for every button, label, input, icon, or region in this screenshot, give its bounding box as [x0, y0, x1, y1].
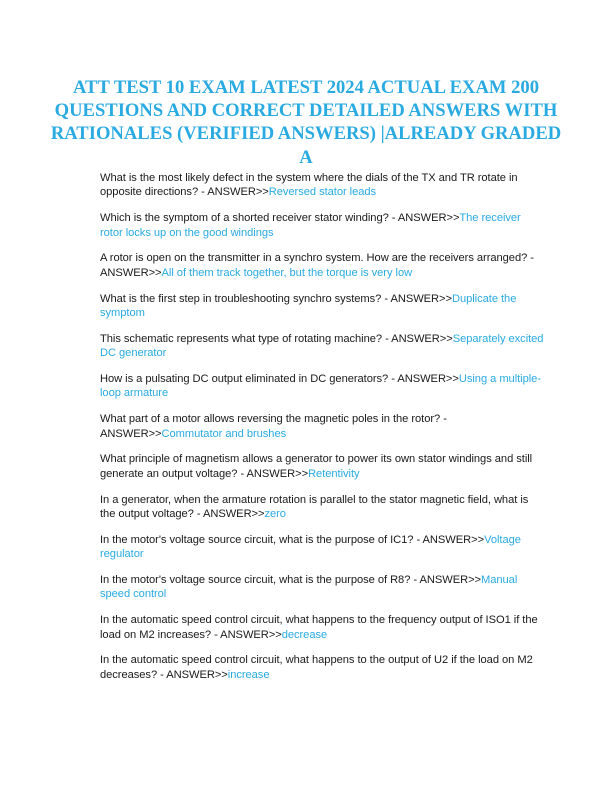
answer-text: Retentivity — [308, 467, 360, 480]
question-text: What principle of magnetism allows a generator to power its own stator windings and still generate an output voltage? — [100, 453, 533, 480]
qa-item-1 — [100, 171, 546, 200]
answer-text: decrease — [281, 628, 328, 641]
question-text: Which is the symptom of a shorted receiver stator winding? — [100, 212, 389, 225]
question-text: In the motor's voltage source circuit, what is the purpose of R8? — [100, 574, 411, 587]
answer-text: Reversed stator leads — [268, 186, 377, 199]
qa-item-8 — [100, 452, 546, 481]
question-text: What is the most likely defect in the system where the dials of the TX and TR rotate in opposite directions? — [100, 172, 518, 199]
qa-item-7 — [100, 412, 546, 441]
qa-item-10 — [100, 533, 546, 562]
answer-text: Manual speed control — [100, 574, 518, 601]
question-text: A rotor is open on the transmitter in a synchro system. How are the receivers arranged? — [100, 252, 528, 265]
question-text: How is a pulsating DC output eliminated in DC generators? — [100, 373, 389, 386]
answer-marker: - ANSWER>> — [382, 332, 453, 345]
qa-item-11 — [100, 573, 546, 602]
qa-item-13 — [100, 653, 546, 682]
qa-item-12 — [100, 613, 546, 642]
question-text: In the automatic speed control circuit, what happens to the output of U2 if the load on M2 decreases? — [100, 654, 533, 681]
question-text: What is the first step in troubleshooting synchro systems? — [100, 292, 382, 305]
answer-marker: - ANSWER>> — [100, 252, 534, 279]
qa-item-5 — [100, 332, 546, 361]
qa-item-9 — [100, 493, 546, 522]
answer-text: Voltage regulator — [100, 533, 521, 561]
answer-text: zero — [264, 508, 286, 521]
qa-item-2 — [100, 211, 546, 240]
answer-marker: - ANSWER>> — [198, 186, 269, 199]
answer-marker: - ANSWER>> — [193, 508, 265, 521]
qa-item-3 — [100, 251, 546, 280]
answer-marker: - ANSWER>> — [388, 373, 459, 386]
question-text: This schematic represents what type of rotating machine? — [100, 332, 383, 345]
answer-marker: - ANSWER>> — [413, 533, 485, 546]
answer-text: Commutator and brushes — [161, 427, 287, 440]
answer-marker: - ANSWER>> — [211, 628, 282, 641]
answer-text: increase — [227, 668, 270, 681]
answer-marker: - ANSWER>> — [237, 467, 309, 480]
document-title: ATT TEST 10 EXAM LATEST 2024 ACTUAL EXAM 200 QUESTIONS AND CORRECT DETAILED ANSWERS WITH RATIONALES (VERIFIED ANSWERS) |ALREADY GRADED A — [50, 77, 562, 168]
question-text: In the automatic speed control circuit, what happens to the frequency output of ISO1 if the load on M2 increases? — [100, 614, 538, 641]
question-text: In the motor's voltage source circuit, what is the purpose of IC1? — [100, 533, 414, 546]
answer-text: Duplicate the symptom — [100, 292, 517, 320]
qa-item-6 — [100, 372, 546, 401]
qa-list — [100, 171, 546, 694]
answer-text: The receiver rotor locks up on the good windings — [100, 212, 521, 239]
answer-marker: - ANSWER>> — [157, 668, 228, 681]
answer-text: Separately excited DC generator — [100, 332, 544, 360]
qa-item-4 — [100, 292, 546, 321]
answer-marker: - ANSWER>> — [388, 212, 460, 225]
answer-text: Using a multiple-loop armature — [100, 373, 541, 400]
answer-marker: - ANSWER>> — [100, 413, 447, 440]
answer-marker: - ANSWER>> — [410, 574, 482, 587]
question-text: In a generator, when the armature rotation is parallel to the stator magnetic field, what is the output voltage? — [100, 493, 529, 521]
question-text: What part of a motor allows reversing the magnetic poles in the rotor? — [100, 413, 441, 426]
answer-marker: - ANSWER>> — [381, 292, 452, 305]
answer-text: All of them track together, but the torque is very low — [161, 266, 413, 279]
